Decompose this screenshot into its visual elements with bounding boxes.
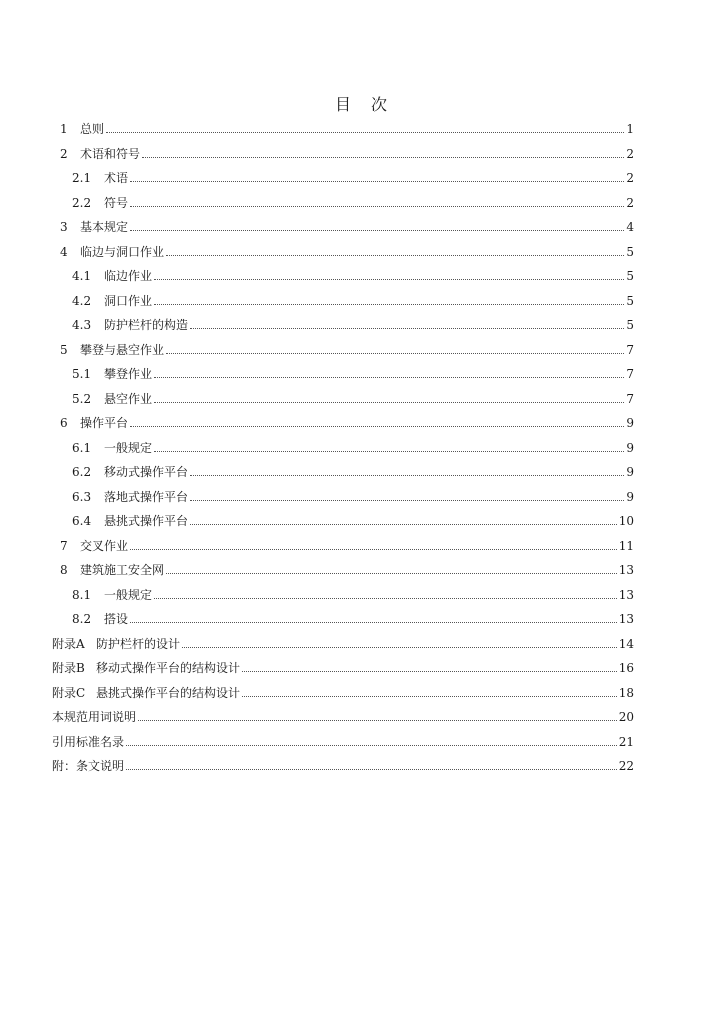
toc-entry-label — [60, 245, 164, 259]
toc-entry-label — [72, 196, 128, 210]
toc-entry-number: 4.1 — [72, 269, 92, 284]
toc-entry-label — [72, 514, 188, 528]
toc-entry-title: 交叉作业 — [80, 538, 129, 553]
toc-entry-label — [72, 588, 152, 602]
toc-entry-page: 11 — [618, 538, 634, 553]
toc-entry-page: 7 — [626, 391, 634, 406]
toc-entry-number: 6.3 — [72, 489, 92, 504]
toc-entry-title: 移动式操作平台的结构设计 — [96, 661, 241, 676]
toc-entry-title: 一般规定 — [104, 440, 153, 455]
toc-entry-title: 防护栏杆的设计 — [96, 636, 181, 651]
toc-entry[interactable] — [0, 583, 634, 608]
toc-dot-leader — [142, 156, 624, 158]
toc-entry-number: 6.1 — [72, 440, 92, 455]
toc-entry-title: 基本规定 — [80, 220, 129, 235]
toc-entry-title: 建筑施工安全网 — [80, 563, 165, 578]
toc-dot-leader — [130, 180, 624, 182]
toc-entry[interactable] — [0, 534, 634, 559]
toc-entry-label — [52, 637, 180, 651]
toc-entry[interactable] — [0, 607, 634, 632]
toc-title: 目 次 — [334, 95, 389, 114]
toc-entry-title: 符号 — [104, 195, 129, 210]
toc-dot-leader — [190, 499, 624, 501]
toc-entry-number: 2.2 — [72, 195, 92, 210]
toc-entry-number: 5.1 — [72, 367, 92, 382]
toc-entry-title: 防护栏杆的构造 — [104, 318, 189, 333]
toc-dot-leader — [126, 744, 617, 746]
toc-entry-number: 8.1 — [72, 587, 92, 602]
toc-dot-leader — [190, 327, 624, 329]
toc-dot-leader — [242, 695, 617, 697]
toc-entry-page: 9 — [626, 465, 634, 480]
toc-entry-number: 8.2 — [72, 612, 92, 627]
toc-entry-page: 13 — [618, 563, 634, 578]
toc-entry-page: 7 — [626, 342, 634, 357]
toc-entry-title: 移动式操作平台 — [104, 465, 189, 480]
toc-entry-number: 4.2 — [72, 293, 92, 308]
toc-entry-label — [72, 392, 152, 406]
toc-entry-title: 附：条文说明 — [52, 759, 125, 774]
toc-entry-title: 悬挑式操作平台的结构设计 — [96, 685, 241, 700]
toc-entry[interactable] — [0, 460, 634, 485]
toc-entry-title: 术语 — [104, 171, 129, 186]
toc-entry[interactable] — [0, 436, 634, 461]
toc-entry-number: 6.2 — [72, 465, 92, 480]
toc-entry-title: 本规范用词说明 — [52, 710, 137, 725]
toc-entry-page: 2 — [626, 195, 634, 210]
toc-entry-label — [72, 612, 128, 626]
toc-entry-number: 4.3 — [72, 318, 92, 333]
toc-entry-page: 20 — [618, 710, 634, 725]
toc-entry-title: 攀登与悬空作业 — [80, 342, 165, 357]
toc-entry[interactable] — [0, 142, 634, 167]
toc-dot-leader — [154, 597, 617, 599]
toc-entry-title: 悬挑式操作平台 — [104, 514, 189, 529]
toc-dot-leader — [154, 278, 624, 280]
toc-entry[interactable] — [0, 681, 634, 706]
toc-entry[interactable] — [0, 289, 634, 314]
toc-entry-label — [52, 661, 240, 675]
toc-dot-leader — [190, 474, 624, 476]
toc-entry[interactable] — [0, 387, 634, 412]
toc-entry-label — [52, 686, 240, 700]
toc-entry-label — [72, 490, 188, 504]
toc-entry[interactable] — [0, 240, 634, 265]
toc-entry[interactable] — [0, 362, 634, 387]
toc-entry-label — [60, 416, 128, 430]
toc-entry-number: 附录B — [52, 661, 85, 676]
toc-entry-page: 2 — [626, 171, 634, 186]
toc-entry-label — [60, 343, 164, 357]
toc-entry-page: 4 — [626, 220, 634, 235]
toc-entry-page: 5 — [626, 318, 634, 333]
toc-entry-label — [72, 318, 188, 332]
toc-entry-label — [60, 147, 140, 161]
toc-entry[interactable] — [0, 485, 634, 510]
toc-dot-leader — [242, 670, 617, 672]
toc-entry-page: 18 — [618, 685, 634, 700]
toc-dot-leader — [130, 621, 617, 623]
toc-entry-title: 操作平台 — [80, 416, 129, 431]
toc-entry[interactable] — [0, 411, 634, 436]
toc-entry-page: 2 — [626, 146, 634, 161]
toc-entry-page: 21 — [618, 734, 634, 749]
toc-entry-label — [60, 563, 164, 577]
toc-entry-page: 5 — [626, 269, 634, 284]
toc-entry[interactable] — [0, 656, 634, 681]
toc-entry-page: 1 — [626, 122, 634, 137]
toc-entry-number: 4 — [60, 244, 68, 259]
toc-entry-title: 引用标准名录 — [52, 734, 125, 749]
toc-entry-number: 附录C — [52, 685, 86, 700]
toc-entry-title: 一般规定 — [104, 587, 153, 602]
toc-entry-label — [72, 294, 152, 308]
toc-entry-title: 术语和符号 — [80, 146, 141, 161]
toc-dot-leader — [154, 303, 624, 305]
toc-list — [0, 117, 724, 779]
toc-dot-leader — [154, 450, 624, 452]
toc-entry-number: 1 — [60, 122, 68, 137]
toc-dot-leader — [190, 523, 617, 525]
toc-entry-label — [72, 269, 152, 283]
toc-entry-page: 5 — [626, 244, 634, 259]
toc-dot-leader — [138, 719, 617, 721]
toc-entry-page: 10 — [618, 514, 634, 529]
toc-entry[interactable] — [0, 191, 634, 216]
toc-entry[interactable] — [0, 754, 634, 779]
toc-dot-leader — [130, 425, 624, 427]
toc-entry-page: 9 — [626, 416, 634, 431]
toc-entry-number: 2.1 — [72, 171, 92, 186]
toc-dot-leader — [182, 646, 617, 648]
toc-entry-label — [60, 539, 128, 553]
toc-entry-title: 落地式操作平台 — [104, 489, 189, 504]
toc-entry-number: 6 — [60, 416, 68, 431]
toc-entry-title: 攀登作业 — [104, 367, 153, 382]
toc-entry-label — [52, 759, 124, 773]
toc-entry-label — [72, 441, 152, 455]
toc-entry[interactable] — [0, 166, 634, 191]
toc-entry-number: 7 — [60, 538, 68, 553]
toc-entry-number: 3 — [60, 220, 68, 235]
toc-entry-page: 13 — [618, 612, 634, 627]
toc-entry-title: 临边作业 — [104, 269, 153, 284]
toc-entry-title: 临边与洞口作业 — [80, 244, 165, 259]
toc-entry-number: 8 — [60, 563, 68, 578]
toc-entry[interactable] — [0, 313, 634, 338]
toc-dot-leader — [166, 254, 624, 256]
toc-entry-label — [60, 220, 128, 234]
toc-entry[interactable] — [0, 117, 634, 142]
toc-entry-page: 7 — [626, 367, 634, 382]
toc-entry-page: 9 — [626, 489, 634, 504]
toc-entry[interactable] — [0, 632, 634, 657]
toc-entry-title: 悬空作业 — [104, 391, 153, 406]
toc-entry[interactable] — [0, 509, 634, 534]
toc-dot-leader — [126, 768, 617, 770]
toc-entry-page: 5 — [626, 293, 634, 308]
toc-entry[interactable] — [0, 264, 634, 289]
toc-entry-title: 总则 — [80, 122, 105, 137]
toc-entry-page: 16 — [618, 661, 634, 676]
toc-entry-label — [72, 465, 188, 479]
toc-entry-number: 6.4 — [72, 514, 92, 529]
toc-dot-leader — [130, 548, 617, 550]
toc-entry-page: 9 — [626, 440, 634, 455]
toc-dot-leader — [130, 229, 624, 231]
toc-entry-number: 附录A — [52, 636, 85, 651]
toc-entry[interactable] — [0, 705, 634, 730]
toc-entry-label — [52, 735, 124, 749]
toc-entry[interactable] — [0, 338, 634, 363]
toc-dot-leader — [166, 352, 624, 354]
toc-entry-title: 洞口作业 — [104, 293, 153, 308]
toc-dot-leader — [154, 376, 624, 378]
toc-dot-leader — [106, 131, 624, 133]
toc-entry-page: 14 — [618, 636, 634, 651]
toc-dot-leader — [154, 401, 624, 403]
toc-entry-number: 5.2 — [72, 391, 92, 406]
toc-entry-label — [72, 367, 152, 381]
toc-entry-label — [60, 122, 104, 136]
toc-entry-label — [52, 710, 136, 724]
toc-entry[interactable] — [0, 215, 634, 240]
toc-entry-page: 13 — [618, 587, 634, 602]
toc-dot-leader — [130, 205, 624, 207]
toc-entry-page: 22 — [618, 759, 634, 774]
toc-entry[interactable] — [0, 730, 634, 755]
toc-entry-label — [72, 171, 128, 185]
toc-dot-leader — [166, 572, 617, 574]
toc-entry[interactable] — [0, 558, 634, 583]
toc-entry-number: 2 — [60, 146, 68, 161]
toc-entry-number: 5 — [60, 342, 68, 357]
toc-entry-title: 搭设 — [104, 612, 129, 627]
